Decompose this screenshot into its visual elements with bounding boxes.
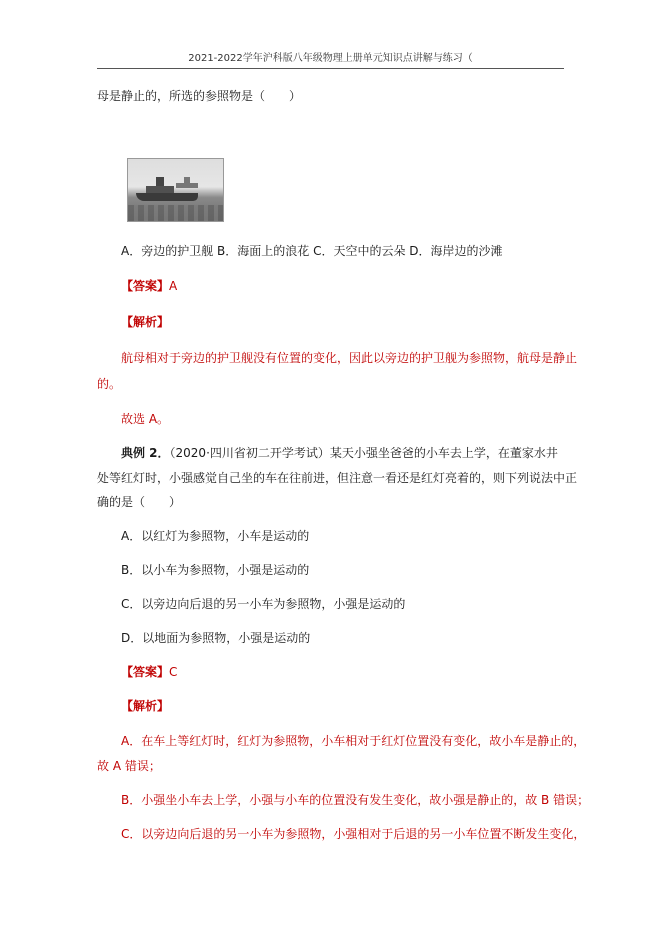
q1-answer-label: 【答案】: [121, 279, 170, 293]
q1-options: A．旁边的护卫舰 B．海面上的浪花 C．天空中的云朵 D．海岸边的沙滩: [121, 244, 503, 258]
q2-analysis-label: 【解析】: [121, 699, 170, 713]
q2-answer: [121, 664, 177, 680]
escort-ship-shape: [176, 183, 198, 188]
q2-answer-label: 【答案】: [121, 665, 170, 679]
sea-wave-shape: [128, 205, 223, 221]
q2-label: 典例 2．: [121, 446, 170, 460]
q2-stem-line2: 处等红灯时，小强感觉自己坐的车在往前进，但注意一看还是红灯亮着的，则下列说法中正: [97, 471, 578, 485]
ship-hull-shape: [136, 193, 198, 201]
q1-analysis-line1: 航母相对于旁边的护卫舰没有位置的变化，因此以旁边的护卫舰为参照物，航母是静止: [121, 351, 578, 365]
q2-stem-line1: [121, 445, 558, 461]
q2-stem-text: （2020·四川省初二开学考试）某天小强坐爸爸的小车去上学，在董家水井: [169, 446, 558, 460]
q1-answer-value: A: [169, 279, 178, 293]
q1-conclusion: 故选 A。: [121, 412, 170, 426]
q2-option-b: B．以小车为参照物，小强是运动的: [121, 563, 310, 577]
page-header: 2021-2022学年沪科版八年级物理上册单元知识点讲解与练习（: [97, 49, 564, 69]
q1-analysis-line2: 的。: [97, 377, 122, 391]
q2-option-c: C．以旁边向后退的另一小车为参照物，小强是运动的: [121, 597, 406, 611]
q2-analysis-b: B．小强坐小车去上学，小强与小车的位置没有发生变化，故小强是静止的，故 B 错误；: [121, 793, 590, 807]
q2-answer-value: C: [169, 665, 178, 679]
aircraft-carrier-photo: [127, 158, 224, 222]
q1-analysis-label: 【解析】: [121, 315, 170, 329]
q1-answer: [121, 278, 177, 294]
ship-tower-shape: [156, 177, 164, 186]
ship-deck-shape: [146, 186, 174, 193]
q2-analysis-c: C．以旁边向后退的另一小车为参照物，小强相对于后退的另一小车位置不断发生变化，: [121, 827, 586, 841]
q2-analysis-a-line2: 故 A 错误；: [97, 759, 161, 773]
q2-option-a: A．以红灯为参照物，小车是运动的: [121, 529, 310, 543]
q2-analysis-a-line1: A．在车上等红灯时，红灯为参照物，小车相对于红灯位置没有变化，故小车是静止的，: [121, 734, 586, 748]
q2-option-d: D．以地面为参照物，小强是运动的: [121, 631, 311, 645]
q2-stem-line3: 确的是（ ）: [97, 495, 182, 509]
q1-stem: 母是静止的，所选的参照物是（ ）: [97, 89, 302, 103]
